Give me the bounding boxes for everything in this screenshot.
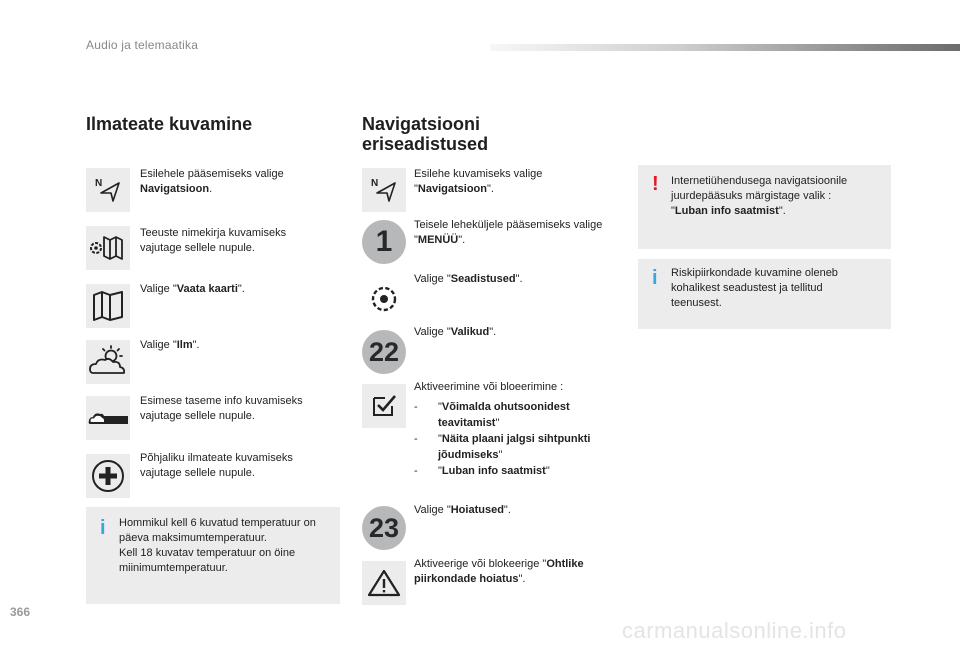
plus-circle-icon <box>86 454 130 498</box>
left-step-4-text: Valige "Ilm". <box>140 339 200 351</box>
option-item: - "Luban info saatmist" <box>414 465 550 477</box>
exclamation-icon: ! <box>652 173 659 195</box>
checkbox-icon <box>362 384 406 428</box>
weather-icon <box>86 340 130 384</box>
middle-section-title: Navigatsiooni eriseadistused <box>362 114 489 154</box>
left-step-1-text: Esilehele pääsemiseks valige Navigatsioon. <box>140 168 284 195</box>
middle-step-6-text: Valige "Hoiatused". <box>414 504 511 516</box>
right-warning-note-text: Internetiühendusega navigatsioonile juurdepääsuks märgistage valik : "Luban info saatmist". <box>671 175 848 217</box>
left-info-note-text: Hommikul kell 6 kuvatud temperatuur on päeva maksimumtemperatuur. Kell 18 kuvatav temperatuur on öine miinimumtemperatuur. <box>119 517 316 574</box>
warning-icon <box>362 561 406 605</box>
left-info-note <box>86 507 340 604</box>
step-number-23: 23 <box>362 506 406 550</box>
info-icon: i <box>100 517 106 539</box>
middle-step-1-text: Esilehe kuvamiseks valige "Navigatsioon". <box>414 168 543 195</box>
weather-banner-icon <box>86 396 130 440</box>
watermark: carmanualsonline.info <box>622 618 847 643</box>
step-number-22: 22 <box>362 330 406 374</box>
middle-step-3-text: Valige "Seadistused". <box>414 273 523 285</box>
step-number-1: 1 <box>362 220 406 264</box>
map-settings-icon <box>86 226 130 270</box>
page-number: 366 <box>10 605 31 619</box>
svg-text:N: N <box>95 178 103 189</box>
right-warning-note <box>638 165 891 249</box>
left-step-3-text: Valige "Vaata kaarti". <box>140 283 245 295</box>
svg-text:N: N <box>371 178 379 189</box>
info-icon: i <box>652 267 658 289</box>
navigation-icon <box>362 168 406 212</box>
option-item: - "Näita plaani jalgsi sihtpunkti jõudmiseks" <box>414 433 591 461</box>
option-item: - "Võimalda ohutsoonidest teavitamist" <box>414 401 570 429</box>
map-icon <box>86 284 130 328</box>
header-title: Audio ja telemaatika <box>86 38 199 52</box>
middle-step-4-text: Valige "Valikud". <box>414 326 497 338</box>
left-section-title: Ilmateate kuvamine <box>86 114 253 134</box>
left-step-5-text: Esimese taseme info kuvamiseks vajutage sellele nupule. <box>140 395 303 422</box>
left-step-6-text: Põhjaliku ilmateate kuvamiseks vajutage sellele nupule. <box>140 452 293 479</box>
right-info-note <box>638 259 891 329</box>
header-gradient-bar <box>490 44 960 51</box>
middle-step-2-text: Teisele leheküljele pääsemiseks valige "MENÜÜ". <box>414 219 603 246</box>
options-list <box>414 399 614 479</box>
left-step-2-text: Teeuste nimekirja kuvamiseks vajutage sellele nupule. <box>140 227 287 254</box>
middle-step-5-text: Aktiveerimine või bloeerimine : <box>414 381 564 393</box>
middle-step-7-text: Aktiveerige või blokeerige "Ohtlike piirkondade hoiatus". <box>414 558 584 585</box>
navigation-icon <box>86 168 130 212</box>
right-info-note-text: Riskipiirkondade kuvamine oleneb kohalikest seadustest ja tellitud teenusest. <box>671 267 838 309</box>
settings-icon <box>362 277 406 321</box>
